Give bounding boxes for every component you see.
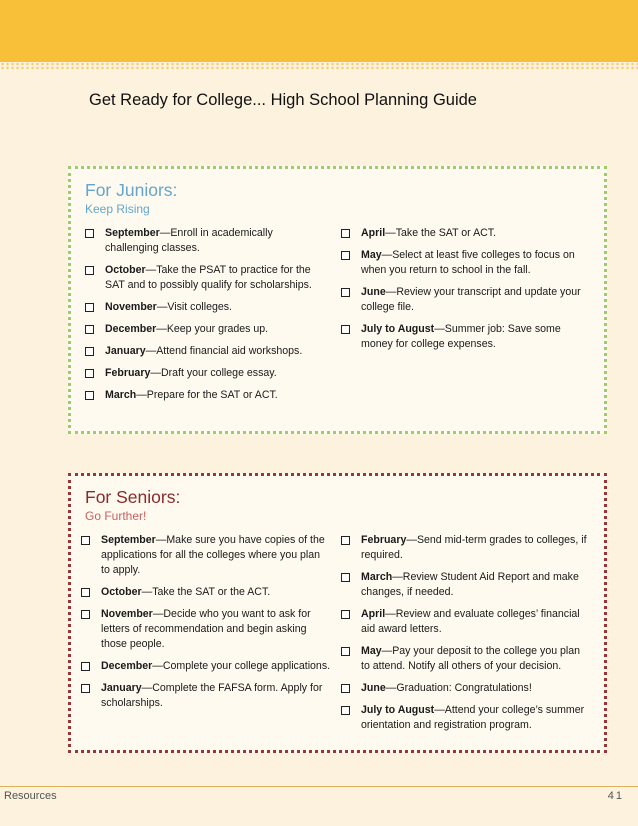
checkbox-icon[interactable] (85, 266, 94, 275)
checklist-item (341, 703, 591, 733)
juniors-right-checklist (341, 226, 591, 359)
checkbox-icon[interactable] (341, 610, 350, 619)
checklist-item (341, 322, 591, 352)
checklist-text: —Graduation: Congratulations! (385, 682, 532, 694)
checklist-text: —Complete the FAFSA form. Apply for scholarships. (101, 682, 323, 709)
checklist-item (85, 322, 313, 337)
checklist-month: February (105, 367, 151, 379)
checklist-month: December (101, 660, 153, 672)
checklist-item (81, 681, 331, 711)
checkbox-icon[interactable] (341, 325, 350, 334)
checklist-item (341, 226, 591, 241)
header-band (0, 0, 638, 62)
checkbox-icon[interactable] (341, 706, 350, 715)
checklist-item (85, 388, 313, 403)
checkbox-icon[interactable] (81, 588, 90, 597)
checkbox-icon[interactable] (85, 303, 94, 312)
checklist-month: October (105, 264, 146, 276)
checklist-month: July to August (361, 704, 435, 716)
checkbox-icon[interactable] (85, 369, 94, 378)
checklist-text: —Pay your deposit to the college you plan to attend. Notify all others of your decision. (361, 645, 581, 672)
checklist-item (341, 248, 591, 278)
checklist-text: —Make sure you have copies of the applications for all the colleges where you plan to apply. (101, 534, 325, 576)
checklist-item (85, 226, 313, 256)
checklist-text: —Attend financial aid workshops. (145, 345, 303, 357)
seniors-box (68, 473, 607, 753)
checklist-item (341, 644, 591, 674)
checklist-text: —Take the PSAT to practice for the SAT and to possibly qualify for scholarships. (105, 264, 312, 291)
checklist-text: —Take the SAT or the ACT. (141, 586, 271, 598)
checklist-item (341, 570, 591, 600)
checklist-item (81, 607, 331, 652)
checklist-text: —Keep your grades up. (156, 323, 269, 335)
checkbox-icon[interactable] (341, 251, 350, 260)
checklist-item (341, 285, 591, 315)
checkbox-icon[interactable] (341, 229, 350, 238)
checkbox-icon[interactable] (81, 536, 90, 545)
juniors-subheading: Keep Rising (85, 202, 150, 216)
seniors-subheading: Go Further! (85, 509, 147, 523)
checklist-text: —Take the SAT or ACT. (385, 227, 497, 239)
checklist-text: —Decide who you want to ask for letters of recommendation and begin asking those people. (101, 608, 311, 650)
seniors-heading: For Seniors: (85, 487, 181, 507)
checklist-item (341, 607, 591, 637)
checklist-month: June (361, 286, 386, 298)
juniors-heading: For Juniors: (85, 180, 178, 200)
checklist-month: July to August (361, 323, 435, 335)
checklist-text: —Complete your college applications. (152, 660, 331, 672)
footer-divider (0, 786, 638, 787)
checkbox-icon[interactable] (81, 610, 90, 619)
checklist-text: —Prepare for the SAT or ACT. (136, 389, 278, 401)
checklist-month: March (361, 571, 393, 583)
juniors-left-checklist (85, 226, 313, 410)
checklist-item (85, 300, 313, 315)
checklist-month: February (361, 534, 407, 546)
checkbox-icon[interactable] (85, 325, 94, 334)
header-fringe (0, 62, 638, 70)
checklist-item (81, 659, 331, 674)
checklist-month: March (105, 389, 137, 401)
checkbox-icon[interactable] (341, 536, 350, 545)
checkbox-icon[interactable] (81, 662, 90, 671)
checklist-text: —Summer job: Save some money for college expenses. (361, 323, 561, 350)
checklist-month: September (101, 534, 156, 546)
checkbox-icon[interactable] (81, 684, 90, 693)
checklist-text: —Review your transcript and update your college file. (361, 286, 581, 313)
checkbox-icon[interactable] (85, 391, 94, 400)
checklist-month: January (105, 345, 146, 357)
checklist-text: —Enroll in academically challenging classes. (105, 227, 273, 254)
checklist-month: September (105, 227, 160, 239)
checklist-month: November (101, 608, 153, 620)
checklist-month: January (101, 682, 142, 694)
checklist-text: —Draft your college essay. (150, 367, 277, 379)
checklist-text: —Review Student Aid Report and make changes, if needed. (361, 571, 579, 598)
checkbox-icon[interactable] (341, 573, 350, 582)
page-title: Get Ready for College... High School Planning Guide (89, 91, 477, 109)
checklist-month: May (361, 249, 382, 261)
footer-section-name: Resources (4, 790, 57, 802)
checkbox-icon[interactable] (85, 347, 94, 356)
checklist-month: October (101, 586, 142, 598)
checklist-item (85, 366, 313, 381)
seniors-left-checklist (81, 533, 331, 718)
checklist-item (85, 344, 313, 359)
juniors-box (68, 166, 607, 434)
seniors-right-checklist (341, 533, 591, 740)
footer-page-number: 41 (607, 790, 624, 802)
checklist-item (81, 585, 331, 600)
checkbox-icon[interactable] (341, 288, 350, 297)
checklist-text: —Visit colleges. (156, 301, 232, 313)
checklist-month: June (361, 682, 386, 694)
checklist-item (81, 533, 331, 578)
checklist-item (85, 263, 313, 293)
checklist-item (341, 681, 591, 696)
checklist-month: May (361, 645, 382, 657)
checklist-item (341, 533, 591, 563)
checklist-month: April (361, 608, 386, 620)
checklist-month: December (105, 323, 157, 335)
checklist-month: November (105, 301, 157, 313)
checkbox-icon[interactable] (341, 684, 350, 693)
checklist-month: April (361, 227, 386, 239)
checkbox-icon[interactable] (341, 647, 350, 656)
checkbox-icon[interactable] (85, 229, 94, 238)
checklist-text: —Send mid-term grades to colleges, if required. (361, 534, 587, 561)
checklist-text: —Select at least five colleges to focus on when you return to school in the fall. (361, 249, 575, 276)
checklist-text: —Review and evaluate colleges’ financial aid award letters. (361, 608, 580, 635)
checklist-text: —Attend your college’s summer orientation and registration program. (361, 704, 585, 731)
